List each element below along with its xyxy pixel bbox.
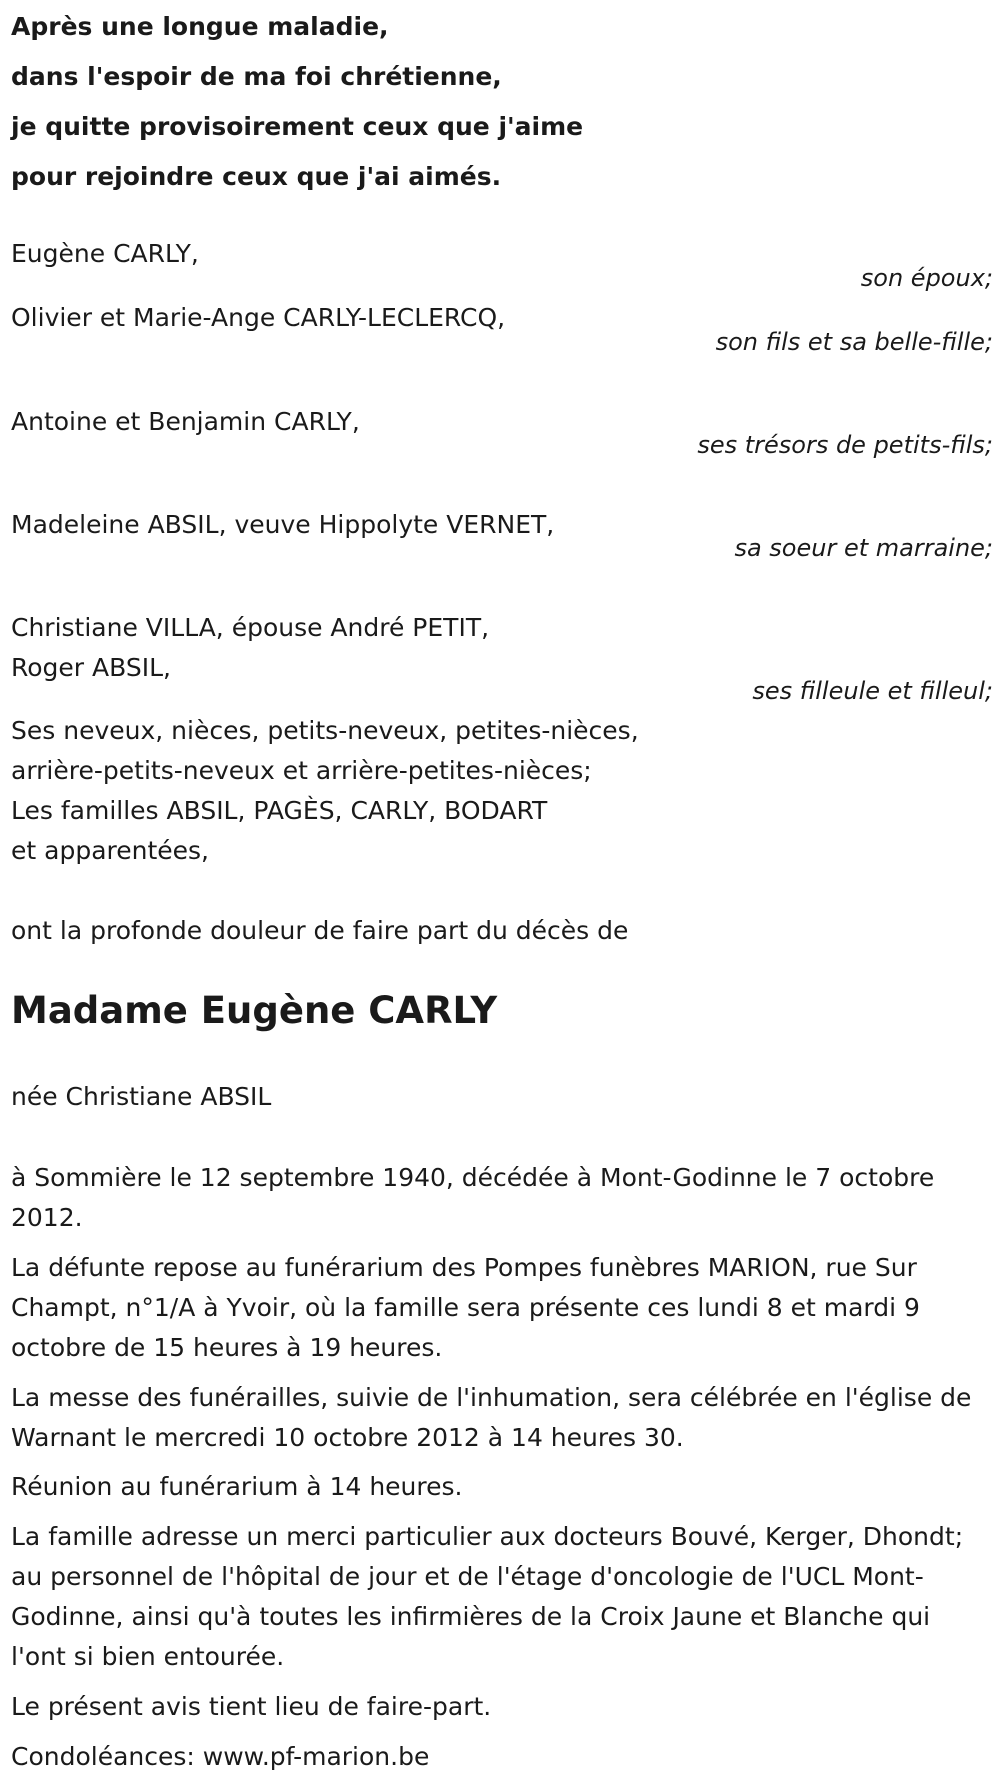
birth-name: née Christiane ABSIL	[11, 1082, 272, 1111]
intro-line: pour rejoindre ceux que j'ai aimés.	[11, 162, 502, 191]
intro-line: je quitte provisoirement ceux que j'aime	[11, 112, 584, 141]
family-member-role: son fils et sa belle-fille;	[715, 328, 993, 356]
family-member-role: ses trésors de petits-fils;	[697, 431, 993, 459]
family-member-role: son époux;	[860, 264, 993, 292]
funerarium-paragraph: La défunte repose au funérarium des Pompes funèbres MARION, rue Sur Champt, n°1/A à Yvoir, où la famille sera présente ces lundi 8 et mardi 9 octobre de 15 heures à 19 heures.	[11, 1253, 920, 1362]
family-member-role: ses filleule et filleul;	[752, 677, 993, 705]
family-member-names: Antoine et Benjamin CARLY,	[11, 407, 360, 436]
family-member-names: Roger ABSIL,	[11, 653, 171, 682]
intro-line: dans l'espoir de ma foi chrétienne,	[11, 62, 502, 91]
announcement-text: ont la profonde douleur de faire part du décès de	[11, 916, 629, 945]
family-member-names: Eugène CARLY,	[11, 239, 199, 268]
deceased-name: Madame Eugène CARLY	[11, 989, 498, 1032]
family-member-names: Madeleine ABSIL, veuve Hippolyte VERNET,	[11, 510, 555, 539]
reunion-paragraph: Réunion au funérarium à 14 heures.	[11, 1472, 463, 1501]
family-member-names: Olivier et Marie-Ange CARLY-LECLERCQ,	[11, 303, 506, 332]
intro-line: Après une longue maladie,	[11, 12, 389, 41]
relatives-line: et apparentées,	[11, 836, 209, 865]
relatives-line: arrière-petits-neveux et arrière-petites-nièces;	[11, 756, 592, 785]
condolences-line: Condoléances: www.pf-marion.be	[11, 1742, 430, 1771]
family-member-names: Christiane VILLA, épouse André PETIT,	[11, 613, 490, 642]
birth-death-paragraph: à Sommière le 12 septembre 1940, décédée à Mont-Godinne le 7 octobre 2012.	[11, 1163, 935, 1232]
relatives-line: Ses neveux, nièces, petits-neveux, petites-nièces,	[11, 716, 639, 745]
relatives-line: Les familles ABSIL, PAGÈS, CARLY, BODART	[11, 796, 548, 825]
funeral-mass-paragraph: La messe des funérailles, suivie de l'inhumation, sera célébrée en l'église de Warnant le mercredi 10 octobre 2012 à 14 heures 30.	[11, 1383, 972, 1452]
notice-paragraph: Le présent avis tient lieu de faire-part.	[11, 1692, 492, 1721]
thanks-paragraph: La famille adresse un merci particulier aux docteurs Bouvé, Kerger, Dhondt; au personnel de l'hôpital de jour et de l'étage d'oncologie de l'UCL Mont-Godinne, ainsi qu'à toutes les infirmières de la Croix Jaune et Blanche qui l'ont si bien entourée.	[11, 1522, 964, 1671]
family-member-role: sa soeur et marraine;	[734, 534, 993, 562]
